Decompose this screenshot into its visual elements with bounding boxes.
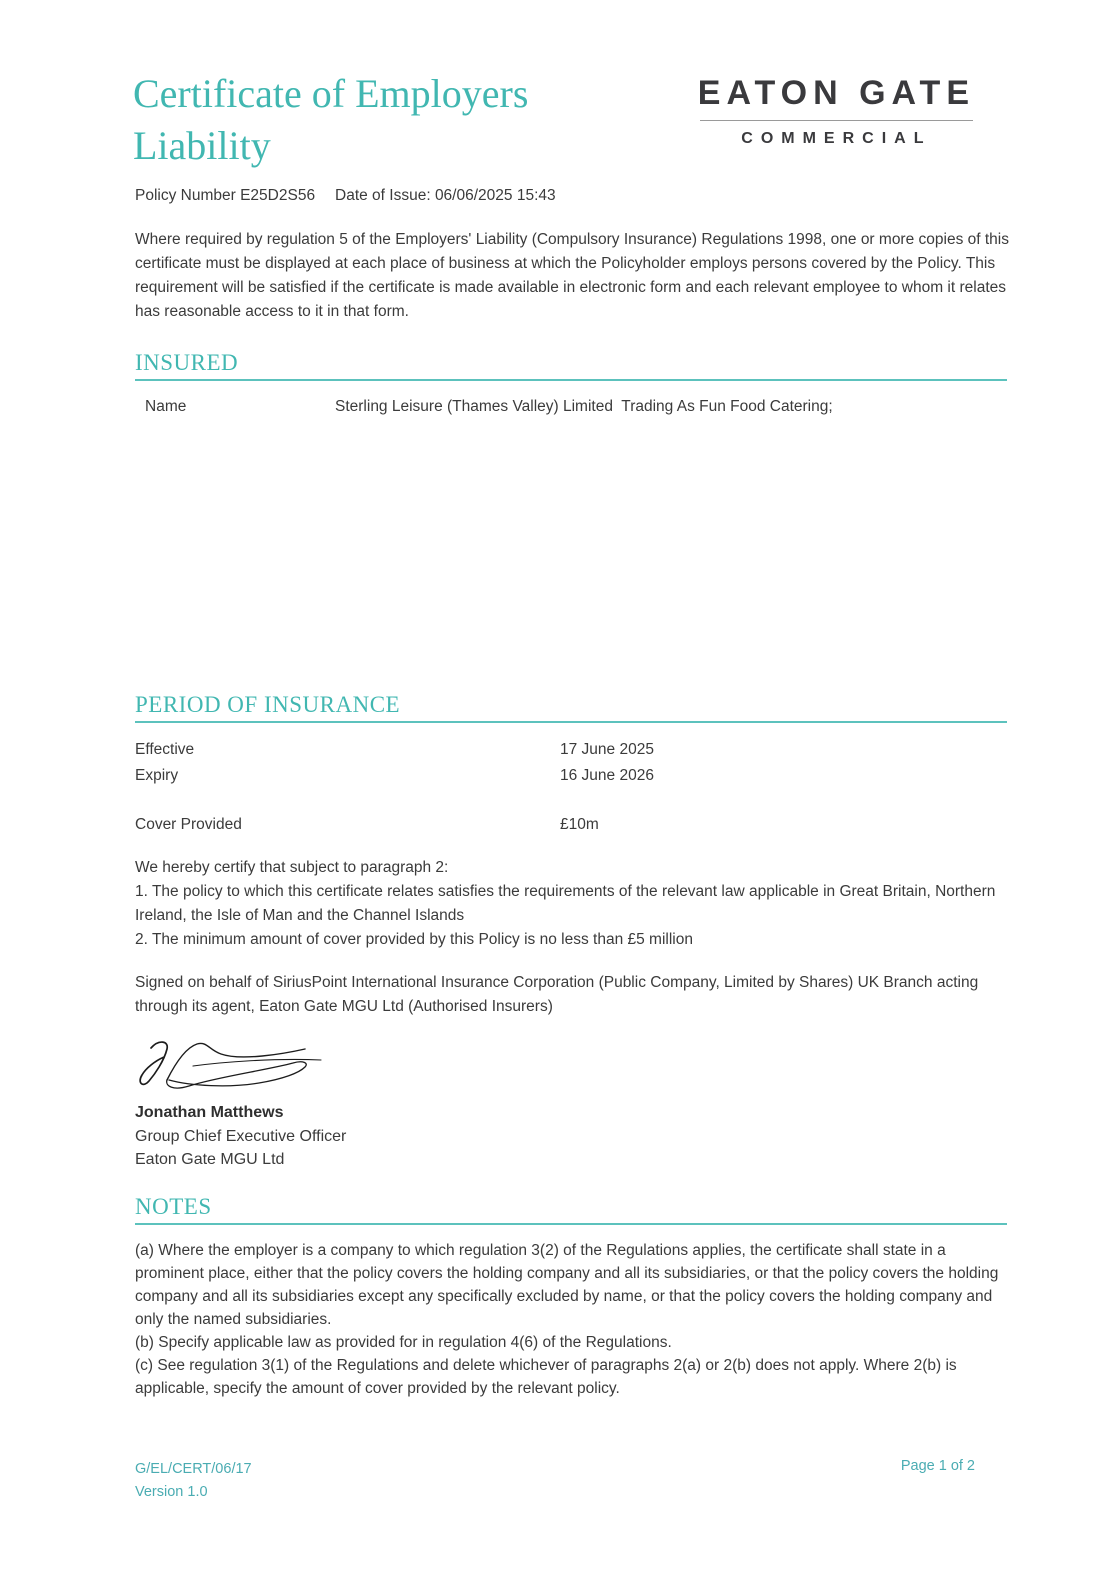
signed-on-behalf-paragraph: Signed on behalf of SiriusPoint International Insurance Corporation (Public Company, Limited by Shares) UK Branch acting through its agent, Eaton Gate MGU Ltd (Authorised Insurers) [135,974,979,1015]
brand-logo-name: EATON GATE [697,74,975,112]
signature-image [133,1036,333,1098]
page-title-line1: Certificate of Employers [133,71,529,116]
footer-doc-ref: G/EL/CERT/06/17 [135,1461,252,1477]
insured-name-label: Name [145,398,187,415]
signatory-company: Eaton Gate MGU Ltd [135,1151,285,1168]
spacer [135,789,1007,812]
effective-label: Effective [135,741,195,758]
insured-name-value: Sterling Leisure (Thames Valley) Limited Trading As Fun Food Catering; [335,398,833,415]
notes-heading: NOTES [135,1194,1007,1225]
page-title-line2: Liability [133,123,271,168]
policy-meta [135,187,556,205]
signatory-block [135,1101,346,1172]
period-heading: PERIOD OF INSURANCE [135,692,1007,723]
page-title [133,68,528,172]
certify-intro: We hereby certify that subject to paragraph 2: [135,859,449,876]
expiry-value: 16 June 2026 [560,767,654,784]
certify-item-2: 2. The minimum amount of cover provided by this Policy is no less than £5 million [135,931,693,948]
notes-section [135,1194,1013,1400]
footer-doc-info [135,1458,252,1504]
date-of-issue: Date of Issue: 06/06/2025 15:43 [335,187,556,204]
intro-paragraph: Where required by regulation 5 of the Employers' Liability (Compulsory Insurance) Regulations 1998, one or more copies of this certificate must be displayed at each place of business at which the Policyholder employs persons covered by the Policy. This requirement will be satisfied if the certificate is made available in electronic form and each relevant employee to whom it relates has reasonable access to it in that form. [135,231,1009,320]
footer-version: Version 1.0 [135,1484,208,1500]
note-item-c: (c) See regulation 3(1) of the Regulations and delete whichever of paragraphs 2(a) or 2(b) does not apply. Where 2(b) is applicable, specify the amount of cover provided by the relevant policy. [135,1357,957,1397]
certify-item-1: 1. The policy to which this certificate relates satisfies the requirements of the relevant law applicable in Great Britain, Northern Ireland, the Isle of Man and the Channel Islands [135,883,996,924]
notes-text [135,1239,1013,1400]
insured-heading: INSURED [135,350,1007,381]
note-item-a: (a) Where the employer is a company to which regulation 3(2) of the Regulations applies, the certificate shall state in a prominent place, either that the policy covers the holding company and all its subsidiaries, or that the policy covers the holding company and all its subsidiaries except any specifically excluded by name, or that the policy covers the holding company and only the named subsidiaries. [135,1242,999,1328]
period-of-insurance-section [135,692,1007,838]
effective-value: 17 June 2025 [560,741,654,758]
cover-provided-row [135,812,1007,838]
cover-provided-value: £10m [560,816,599,833]
brand-logo-subtitle: COMMERCIAL [741,130,932,147]
period-rows [135,737,1007,838]
insured-name-row [135,394,1007,420]
brand-logo-divider [700,120,973,121]
signature-icon [133,1036,333,1098]
signatory-name: Jonathan Matthews [135,1104,284,1121]
insured-section [135,350,1007,420]
signatory-role: Group Chief Executive Officer [135,1127,347,1145]
policy-number: Policy Number E25D2S56 [135,187,316,204]
brand-logo [698,74,975,148]
expiry-row [135,763,1007,789]
effective-row [135,737,1007,763]
note-item-b: (b) Specify applicable law as provided for in regulation 4(6) of the Regulations. [135,1334,672,1351]
expiry-label: Expiry [135,767,179,784]
cover-provided-label: Cover Provided [135,816,242,833]
footer-page-number: Page 1 of 2 [900,1458,975,1474]
certification-statements [135,856,1019,952]
